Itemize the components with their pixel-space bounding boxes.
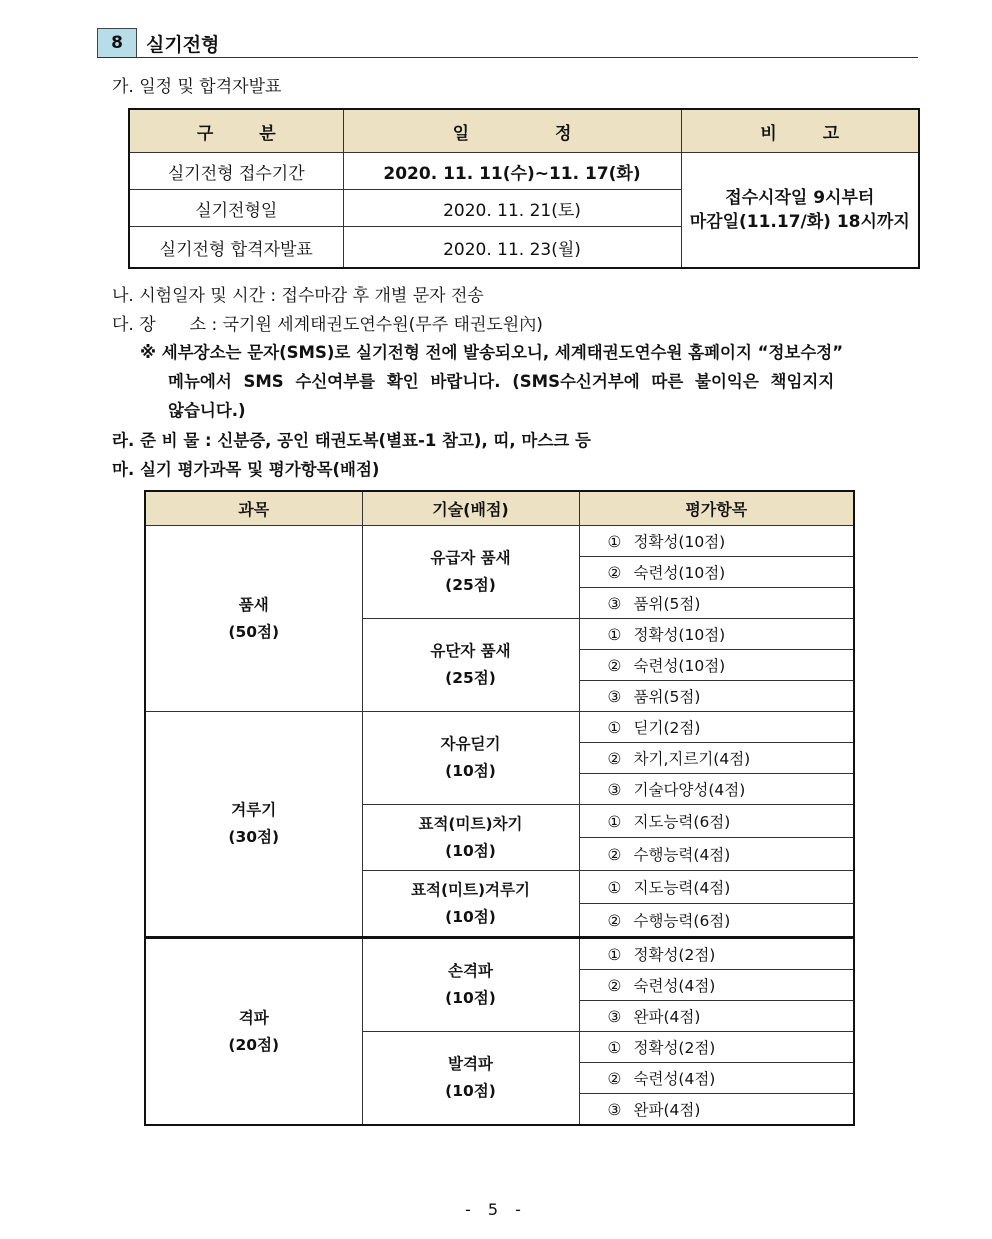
- eval-header-subject: 과목: [145, 491, 362, 526]
- eval-item: [579, 871, 854, 904]
- item-number: ②: [607, 912, 622, 930]
- eval-item: [579, 1001, 854, 1032]
- skill-cell: [362, 712, 579, 805]
- item-text: 지도능력(4점): [633, 879, 731, 897]
- skill-cell: [362, 619, 579, 712]
- section-divider: [97, 57, 918, 58]
- eval-item: [579, 619, 854, 650]
- evaluation-table: [144, 490, 855, 1126]
- skill-name: 유단자 품새: [430, 642, 511, 660]
- eval-item: [579, 970, 854, 1001]
- item-text: 품위(5점): [633, 595, 701, 613]
- heading-ga: 가. 일정 및 합격자발표: [112, 77, 282, 97]
- skill-points: (25점): [445, 669, 496, 687]
- skill-points: (10점): [445, 762, 496, 780]
- item-number: ①: [607, 813, 622, 831]
- eval-item: [579, 526, 854, 557]
- item-number: ②: [607, 846, 622, 864]
- item-text: 품위(5점): [633, 688, 701, 706]
- schedule-note: [681, 153, 919, 269]
- skill-name: 자유딛기: [440, 735, 501, 753]
- skill-cell: [362, 938, 579, 1032]
- skill-name: 표적(미트)겨루기: [411, 880, 530, 899]
- skill-name: 손격파: [448, 962, 493, 980]
- item-text: 숙련성(4점): [633, 977, 716, 995]
- skill-name: 유급자 품새: [430, 549, 511, 567]
- section-title: 실기전형: [146, 34, 220, 56]
- subject-points: (20점): [228, 1035, 280, 1054]
- item-text: 정확성(2점): [633, 946, 716, 964]
- eval-item: [579, 588, 854, 619]
- subject-points: (50점): [228, 622, 280, 641]
- eval-item: [579, 681, 854, 712]
- item-text: 차기,지르기(4점): [633, 750, 751, 768]
- eval-item: [579, 743, 854, 774]
- item-text: 정확성(10점): [633, 626, 726, 644]
- skill-points: (10점): [445, 907, 496, 926]
- eval-item: [579, 1063, 854, 1094]
- item-text: 완파(4점): [633, 1101, 701, 1119]
- eval-item: [579, 650, 854, 681]
- item-text: 숙련성(10점): [633, 657, 726, 675]
- section-number-badge: 8: [97, 28, 137, 58]
- schedule-row-date: 2020. 11. 11(수)~11. 17(화): [343, 153, 681, 190]
- item-number: ①: [607, 946, 622, 964]
- item-text: 정확성(10점): [633, 533, 726, 551]
- subject-name: 겨루기: [231, 801, 277, 819]
- eval-item: [579, 774, 854, 805]
- skill-points: (25점): [445, 576, 496, 594]
- skill-points: (10점): [445, 989, 496, 1007]
- eval-item: [579, 557, 854, 588]
- skill-points: (10점): [445, 841, 496, 860]
- subject-cell: [145, 712, 362, 938]
- skill-cell: [362, 805, 579, 871]
- item-text: 수행능력(6점): [633, 912, 731, 930]
- eval-item: [579, 904, 854, 938]
- eval-item: [579, 838, 854, 871]
- item-number: ①: [607, 533, 622, 551]
- eval-header-skill: 기술(배점): [362, 491, 579, 526]
- item-number: ②: [607, 657, 622, 675]
- notice-line1: ※ 세부장소는 문자(SMS)로 실기전형 전에 발송되오니, 세계태권도연수원 홈페이지 “정보수정”: [140, 343, 844, 362]
- subject-name: 격파: [238, 1008, 269, 1027]
- eval-header-items: 평가항목: [579, 491, 854, 526]
- schedule-table: [128, 108, 920, 269]
- eval-item: [579, 938, 854, 970]
- item-number: ③: [607, 1008, 622, 1026]
- item-number: ③: [607, 595, 622, 613]
- item-text: 딛기(2점): [633, 719, 701, 737]
- schedule-row-label: 실기전형 접수기간: [129, 153, 343, 190]
- subject-cell: [145, 938, 362, 1126]
- schedule-note-line2: 마감일(11.17/화) 18시까지: [689, 212, 910, 232]
- item-number: ③: [607, 1101, 622, 1119]
- schedule-header-category: 구 분: [129, 109, 343, 153]
- item-number: ③: [607, 781, 622, 799]
- item-number: ②: [607, 977, 622, 995]
- schedule-row-date: 2020. 11. 21(토): [343, 190, 681, 227]
- item-number: ③: [607, 688, 622, 706]
- schedule-header-date: 일 정: [343, 109, 681, 153]
- subject-cell: [145, 526, 362, 712]
- item-text: 수행능력(4점): [633, 846, 731, 864]
- text-na: 나. 시험일자 및 시간 : 접수마감 후 개별 문자 전송: [112, 286, 484, 306]
- schedule-note-line1: 접수시작일 9시부터: [725, 188, 875, 208]
- notice-line2: 메뉴에서 SMS 수신여부를 확인 바랍니다. (SMS수신거부에 따른 불이익은 책임지지: [168, 372, 835, 391]
- page-number: - 5 -: [465, 1200, 527, 1219]
- skill-points: (10점): [445, 1082, 496, 1100]
- item-text: 완파(4점): [633, 1008, 701, 1026]
- item-text: 숙련성(10점): [633, 564, 726, 582]
- item-text: 지도능력(6점): [633, 813, 731, 831]
- eval-item: [579, 1094, 854, 1126]
- subject-points: (30점): [228, 828, 280, 846]
- item-number: ①: [607, 626, 622, 644]
- schedule-row-label: 실기전형 합격자발표: [129, 227, 343, 269]
- text-ma: 마. 실기 평가과목 및 평가항목(배점): [112, 460, 380, 479]
- skill-name: 발격파: [448, 1055, 493, 1073]
- item-text: 정확성(2점): [633, 1039, 716, 1057]
- text-ra: 라. 준 비 물 : 신분증, 공인 태권도복(별표-1 참고), 띠, 마스크 등: [112, 431, 591, 450]
- text-da: 다. 장 소 : 국기원 세계태권도연수원(무주 태권도원內): [112, 315, 543, 335]
- item-number: ①: [607, 879, 622, 897]
- eval-item: [579, 1032, 854, 1063]
- item-number: ②: [607, 750, 622, 768]
- item-text: 숙련성(4점): [633, 1070, 716, 1088]
- item-number: ①: [607, 719, 622, 737]
- notice-line3: 않습니다.): [168, 401, 246, 420]
- schedule-row-date: 2020. 11. 23(월): [343, 227, 681, 269]
- schedule-header-note: 비 고: [681, 109, 919, 153]
- skill-cell: [362, 526, 579, 619]
- skill-cell: [362, 871, 579, 938]
- item-text: 기술다양성(4점): [633, 781, 746, 799]
- subject-name: 품새: [238, 595, 269, 614]
- eval-item: [579, 805, 854, 838]
- eval-item: [579, 712, 854, 743]
- item-number: ②: [607, 564, 622, 582]
- schedule-row-label: 실기전형일: [129, 190, 343, 227]
- item-number: ①: [607, 1039, 622, 1057]
- item-number: ②: [607, 1070, 622, 1088]
- skill-cell: [362, 1032, 579, 1126]
- skill-name: 표적(미트)차기: [418, 814, 523, 833]
